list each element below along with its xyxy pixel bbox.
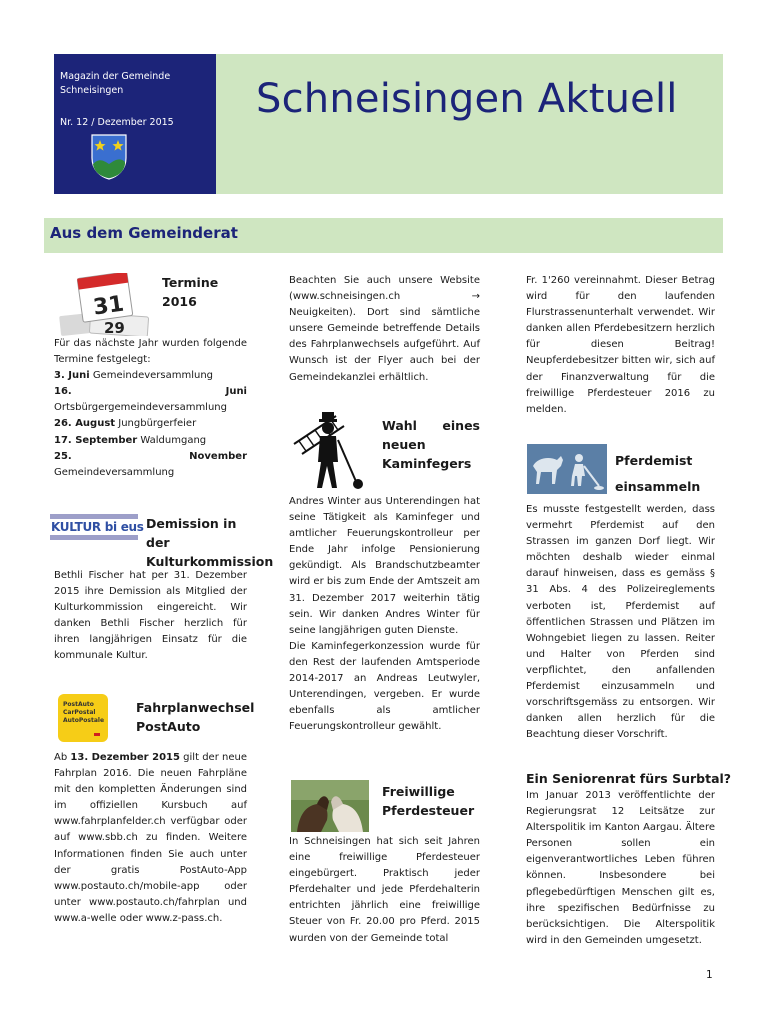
- seniorenrat-body: Im Januar 2013 veröffentlichte der Regierungsrat 12 Leitsätze zur Alterspolitik im Kanton Aargau. Ältere Personen sollen ein eigenverantwortliches Leben führen können. Insbesondere bei pflegebedürftigen Menschen gilt es, ihre spezifischen Bedürfnisse zu berücksichtigen. Die Alterspolitik wird in den Gemeinden umgesetzt.: [526, 790, 715, 946]
- section-header: [44, 218, 723, 253]
- pferdesteuer-continued: Fr. 1'260 vereinnahmt. Dieser Betrag wird für den laufenden Flurstrassenunterhalt verwendet. Wir danken allen Pferdebesitzern herzlich für diesen Beitrag! Neupferdebesitzer bitten wir, sich auf der Finanzverwaltung für die freiwillige Pferdesteuer 2016 zu melden.: [526, 275, 715, 415]
- demission-body: Bethli Fischer hat per 31. Dezember 2015 ihre Demission als Mitglied der Kulturkommission eingereicht. Wir danken Bethli Fischer herzlich für ihren langjährigen Einsatz für die kommunale Kultur.: [54, 570, 247, 662]
- kaminfeger-paragraph-2: Die Kaminfegerkonzession wurde für den Rest der laufenden Amtsperiode 2014-2017 an Andreas Leutwyler, Unterendingen, vergeben. Er wurde ebenfalls als amtlicher Feuerungskontrolleur gewählt.: [289, 640, 480, 733]
- demission-title: Demission in der Kulturkommission: [146, 516, 274, 569]
- section-title: Aus dem Gemeinderat: [50, 224, 238, 242]
- postauto-logo: [58, 694, 108, 742]
- masthead-title-panel: [216, 54, 723, 194]
- termine-item: 16. Juni Ortsbürgergemeindeversammlung: [54, 386, 247, 414]
- page-number: 1: [706, 969, 713, 981]
- horses-photo: [291, 780, 369, 832]
- coat-of-arms-icon: [91, 134, 127, 180]
- kaminfeger-title: Wahl eines neuen Kaminfegers: [382, 418, 480, 471]
- seniorenrat-title: Ein Seniorenrat fürs Surbtal?: [526, 771, 732, 786]
- pferdesteuer-body: In Schneisingen hat sich seit Jahren eine freiwillige Pferdesteuer eingebürgert. Praktisch jeder Pferdehalter und jede Pferdehalterin entrichten jährlich eine freiwillige Steuer von Fr. 20.00 pro Pferd. 2015 wurden von der Gemeinde total: [289, 836, 480, 944]
- kaminfeger-body: [289, 494, 480, 735]
- pferdemist-title: Pferdemist einsammeln: [615, 453, 701, 494]
- kultur-logo: [50, 514, 144, 540]
- termine-title: Termine 2016: [162, 275, 219, 309]
- calendar-icon: [56, 273, 151, 336]
- termine-item: 3. Juni Gemeindeversammlung: [54, 370, 214, 382]
- manure-collecting-icon: [527, 444, 607, 494]
- chimney-sweep-icon: [290, 410, 370, 492]
- pferdemist-body: Es musste festgestellt werden, dass vermehrt Pferdemist auf den Strassen im ganzen Dorf liegt. Wir möchten deshalb wieder einmal darauf hinweisen, dass es gemäss § 31 Abs. 4 des Polizeireglements verboten ist, Pferdemist auf öffentlichen Strassen und Plätzen im Wohngebiet liegen zu lassen. Reiter und Halter von Pferden sind verpflichtet, den anfallenden Pferdemist einzusammeln und vorschriftsgemäss zu entsorgen. Wir danken allen herzlich für die Beachtung dieser Vorschrift.: [526, 504, 715, 741]
- fahrplan-title: Fahrplanwechsel PostAuto: [136, 700, 255, 734]
- publisher-label: Magazin der Gemeinde Schneisingen: [60, 71, 171, 96]
- calendar-bottom-number: 29: [104, 319, 125, 336]
- termine-item: 17. September Waldumgang: [54, 434, 207, 446]
- kultur-logo-text: KULTUR bi eus: [51, 520, 144, 534]
- kaminfeger-paragraph-1: Andres Winter aus Unterendingen hat seine Tätigkeit als Kaminfeger und amtlicher Feuerungskontrolleur per Ende Jahr infolge Pensionierung gekündigt. Als Brandschutzbeamter wird er bis zum Ende der Amtszeit am 31. Dezember 2017 weiterhin tätig sein. Wir danken Andres Winter für seine langjährigen guten Dienste.: [289, 496, 480, 636]
- termine-item: 25. November Gemeindeversammlung: [54, 450, 247, 478]
- masthead-panel: [54, 54, 216, 194]
- postauto-logo-text: PostAuto CarPostal AutoPostale: [63, 701, 105, 724]
- pferdesteuer-title: Freiwillige Pferdesteuer: [382, 784, 475, 818]
- magazine-title: Schneisingen Aktuell: [256, 76, 678, 122]
- calendar-top-number: 31: [91, 291, 126, 321]
- issue-label: Nr. 12 / Dezember 2015: [60, 117, 174, 128]
- website-body: Beachten Sie auch unsere Website (www.schneisingen.ch → Neuigkeiten). Dort sind sämtliche unsere Gemeinde betreffende Details des Fahrplanwechsels aufgeführt. Auf Wunsch ist der Flyer auch bei der Gemeindekanzlei erhältlich.: [289, 275, 480, 383]
- termine-intro: Für das nächste Jahr wurden folgende Termine festgelegt:: [54, 338, 247, 366]
- termine-item: 26. August Jungbürgerfeier: [54, 418, 197, 430]
- termine-body: [54, 336, 247, 481]
- fahrplan-body: Ab 13. Dezember 2015 gilt der neue Fahrplan 2016. Die neuen Fahrpläne mit den kompletten Änderungen sind im offiziellen Kursbuch auf www.fahrplanfelder.ch verfügbar oder auf www.sbb.ch zu finden. Weitere Informationen finden Sie auch unter der gratis PostAuto-App www.postauto.ch/mobile-app oder unter www.postauto.ch/fahrplan und www.a-welle oder www.z-pass.ch.: [54, 752, 247, 924]
